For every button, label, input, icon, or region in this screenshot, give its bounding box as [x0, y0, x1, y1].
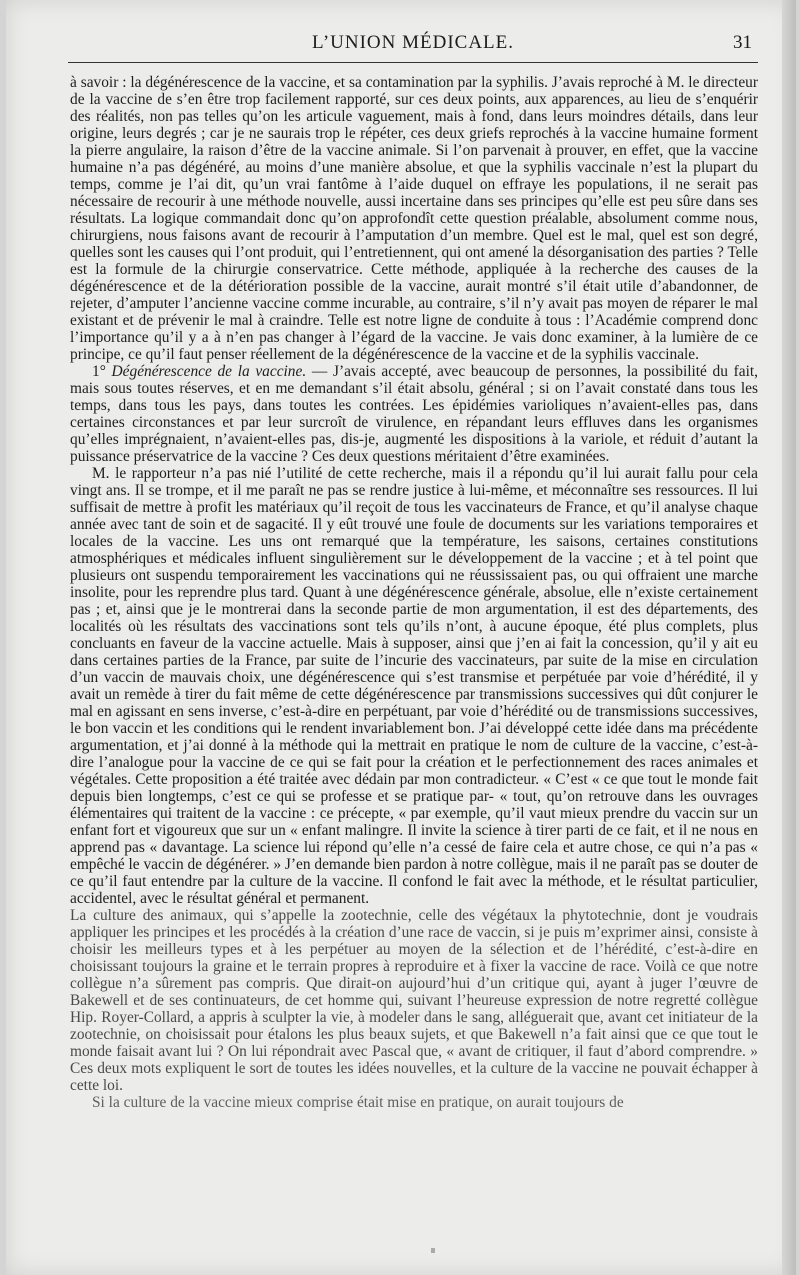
- journal-title: L’UNION MÉDICALE.: [311, 32, 515, 53]
- paragraph-2-text: J’avais accepté, avec beaucoup de personnes, la possibilité du fait, mais sous toutes réserves, et en me demandant s’il était absolu, général ; si on l’avait constaté dans tous les temps, dans tous les pays, dans toutes les contrées. Les épidémies varioliques n’avaient-elles pas, dans certaines circonstances et par leur surcroît de virulence, en répandant leurs effluves dans les organismes qu’elles imprégnaient, n’avaient-elles pas, dis-je, augmenté les dispositions à la variole, et réduit d’autant la puissance préservatrice de la vaccine ? Ces deux questions méritaient d’être examinées.: [70, 363, 758, 465]
- article-body: [70, 74, 758, 1111]
- paragraph-4: La culture des animaux, qui s’appelle la zootechnie, celle des végétaux la phytotechnie, dont je voudrais appliquer les principes et les procédés à la création d’une race de vaccin, si je puis m’exprimer ainsi, consiste à choisir les meilleurs types et à les perpétuer au moyen de la sélection et de l’hérédité, c’est-à-dire en choisissant toujours la graine et le terrain propres à reproduire et à fixer la vaccine de race. Voilà ce que notre collègue n’a sûrement pas compris. Que dirait-on aujourd’hui d’un critique qui, ayant à juger l’œuvre de Bakewell et de ses continuateurs, de cet homme qui, suivant l’heureuse expression de notre regretté collègue Hip. Royer-Collard, a appris à sculpter la vie, à modeler dans le sang, alléguerait que, avant cet initiateur de la zootechnie, on choisissait pour étalons les plus beaux sujets, et que Bakewell n’a fait ainsi que ce que tout le monde faisait avant lui ? On lui répondrait avec Pascal que, « avant de critiquer, il faut d’abord comprendre. » Ces deux mots expliquent le sort de toutes les idées nouvelles, et la culture de la vaccine ne pouvait échapper à cette loi.: [70, 907, 758, 1094]
- page-number: 31: [733, 32, 752, 53]
- paragraph-3: M. le rapporteur n’a pas nié l’utilité de cette recherche, mais il a répondu qu’il lui aurait fallu pour cela vingt ans. Il se trompe, et il me paraît ne pas se rendre justice à lui-même, et méconnaître ses ressources. Il lui suffisait de mettre à profit les matériaux qu’il reçoit de tous les vaccinateurs de France, et qu’il analyse chaque année avec tant de soin et de sagacité. Il y eût trouvé une foule de documents sur les variations temporaires et locales de la vaccine. Les uns ont remarqué que la température, les saisons, certaines constitutions atmosphériques et médicales influent singulièrement sur le développement de la vaccine ; et à tel point que plusieurs ont suspendu temporairement les vaccinations qui ne réussissaient pas, ou qui offraient une marche insolite, pour les reprendre plus tard. Quant à une dégénérescence générale, absolue, elle n’existe certainement pas ; et, ainsi que je le montrerai dans la seconde partie de mon argumentation, il est des départements, des localités où les résultats des vaccinations sont tels qu’ils n’ont, à aucune époque, été plus complets, plus concluants en faveur de la vaccine actuelle. Mais à supposer, ainsi que j’en ai fait la concession, qu’il y ait eu dans certaines parties de la France, par suite de l’incurie des vaccinateurs, par suite de la mise en circulation d’un vaccin de mauvais choix, une dégénérescence qui s’est transmise et perpétuée par voie d’hérédité, il y avait un remède à tirer du fait même de cette dégénérescence par transmissions successives qui dût conjurer le mal en agissant en sens inverse, c’est-à-dire en perpétuant, par voie d’hérédité ou de transmissions successives, le bon vaccin et les conditions qui le rendent invariablement bon. J’ai développé cette idée dans ma précédente argumentation, et j’ai donné à la méthode qui la mettrait en pratique le nom de culture de la vaccine, c’est-à-dire l’analogue pour la vaccine de ce qui se fait pour la création et le perfectionnement des races animales et végétales. Cette proposition a été traitée avec dédain par mon contradicteur. « C’est « ce que tout le monde fait depuis bien longtemps, c’est ce qui se professe et se pratique par- « tout, qu’on retrouve dans les ouvrages élémentaires qui traitent de la vaccine : ce précepte, « par exemple, qu’il vaut mieux prendre du vaccin sur un enfant fort et vigoureux que sur un « enfant malingre. Il invite la science à tirer parti de ce fait, et il ne nous en apprend pas « davantage. La science lui répond qu’elle n’a cessé de faire cela et autre chose, ce qui n’a pas « empêché le vaccin de dégénérer. » J’en demande bien pardon à notre collègue, mais il ne paraît pas se douter de ce qu’il faut entendre par la culture de la vaccine. Il confond le fait avec la méthode, et le résultat particulier, accidentel, avec le résultat général et permanent.: [70, 465, 759, 907]
- section-dash: —: [311, 363, 328, 380]
- scan-speck: [431, 1248, 435, 1253]
- paragraph-2: [70, 363, 758, 465]
- paragraph-1: à savoir : la dégénérescence de la vaccine, et sa contamination par la syphilis. J’avais reproché à M. le directeur de la vaccine de s’en être trop facilement rapporté, sur ces deux points, aux apparences, au lieu de s’enquérir des réalités, non pas telles qu’on les articule vaguement, mais à fond, dans leurs moindres détails, dans leur origine, leurs degrés ; car je ne saurais trop le répéter, ces deux griefs reprochés à la vaccine humaine forment la pierre angulaire, la raison d’être de la vaccine animale. Si l’on parvenait à prouver, en effet, que la vaccine humaine n’a pas dégénéré, au moins d’une manière absolue, et que la syphilis vaccinale n’est la plupart du temps, comme je l’ai dit, qu’un vrai fantôme à l’aide duquel on effraye les populations, il ne serait pas nécessaire de recourir à une méthode nouvelle, aussi incertaine dans ses principes qu’elle est peu sûre dans ses résultats. La logique commandait donc qu’on approfondît cette question préalable, absolument comme nous, chirurgiens, nous faisons avant de recourir à l’amputation d’un membre. Quel est le mal, quel est son degré, quelles sont les causes qui l’ont produit, qui l’entretiennent, qui ont amené la désorganisation des parties ? Telle est la formule de la chirurgie conservatrice. Cette méthode, appliquée à la recherche des causes de la dégénérescence et de la détérioration possible de la vaccine, aurait montré s’il était utile d’abandonner, de rejeter, d’amputer l’ancienne vaccine comme incurable, au contraire, s’il n’y avait pas moyen de réparer le mal existant et de prévenir le mal à craindre. Telle est notre ligne de conduite à tous : l’Académie comprend donc l’importance qu’il y a à n’en pas changer à l’égard de la vaccine. Je vais donc examiner, à la lumière de ce principe, ce qu’il faut penser réellement de la dégénérescence de la vaccine et de la syphilis vaccinale.: [70, 74, 758, 363]
- section-number: 1°: [92, 363, 106, 380]
- paragraph-5: Si la culture de la vaccine mieux comprise était mise en pratique, on aurait toujours de: [92, 1094, 624, 1111]
- section-title: Dégénérescence de la vaccine.: [111, 363, 307, 380]
- running-header: [68, 30, 758, 63]
- scan-edge-shadow: [782, 0, 796, 1275]
- scanned-page: [6, 0, 796, 1275]
